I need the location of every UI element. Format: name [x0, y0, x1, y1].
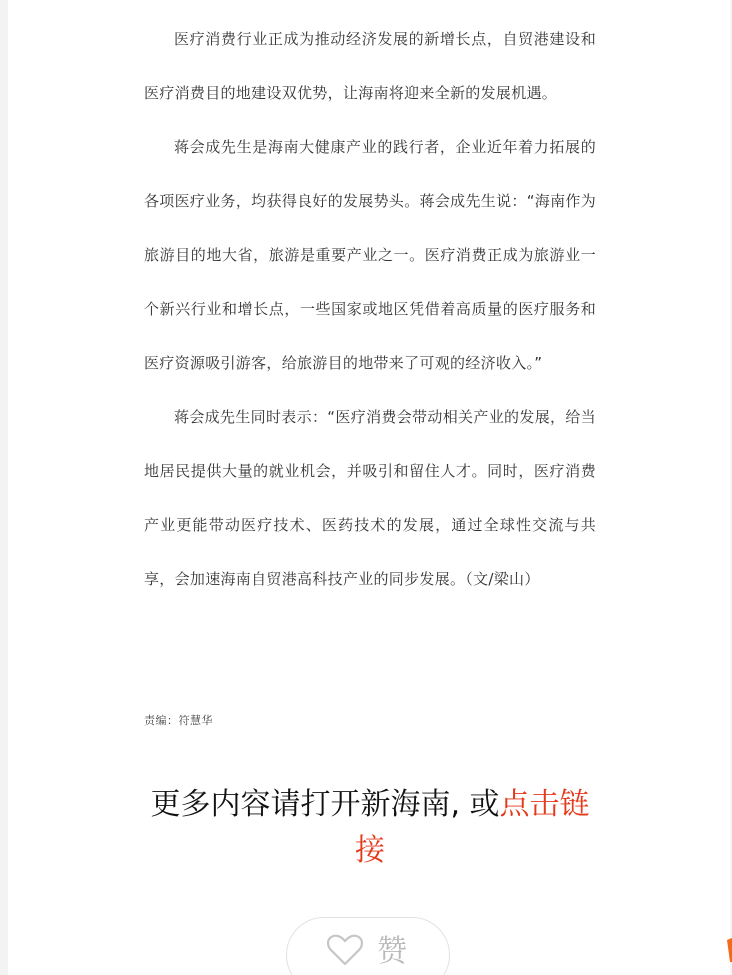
article-body — [144, 12, 596, 606]
corner-badge-icon — [724, 938, 732, 962]
click-link[interactable]: 点击链接 — [355, 787, 590, 868]
like-label: 赞 — [377, 934, 407, 969]
heart-icon — [327, 934, 363, 966]
article-paragraph: 蒋会成先生同时表示：“医疗消费会带动相关产业的发展，给当地居民提供大量的就业机会，并吸引和留住人才。同时，医疗消费产业更能带动医疗技术、医药技术的发展，通过全球性交流与共享，会加速海南自贸港高科技产业的同步发展。（文/梁山） — [144, 408, 596, 588]
like-button[interactable] — [286, 917, 450, 975]
article-paragraph: 医疗消费行业正成为推动经济发展的新增长点，自贸港建设和医疗消费目的地建设双优势，让海南将迎来全新的发展机遇。 — [144, 30, 596, 102]
more-content-banner — [144, 782, 596, 874]
more-content-text: 更多内容请打开新海南, 或 — [150, 787, 500, 822]
article-container — [8, 0, 730, 975]
left-margin — [0, 0, 8, 975]
article-paragraph: 蒋会成先生是海南大健康产业的践行者，企业近年着力拓展的各项医疗业务，均获得良好的发展势头。蒋会成先生说：“海南作为旅游目的地大省，旅游是重要产业之一。医疗消费正成为旅游业一个新兴行业和增长点，一些国家或地区凭借着高质量的医疗服务和医疗资源吸引游客，给旅游目的地带来了可观的经济收入。” — [144, 138, 596, 372]
editor-credit: 责编：符慧华 — [144, 714, 213, 727]
